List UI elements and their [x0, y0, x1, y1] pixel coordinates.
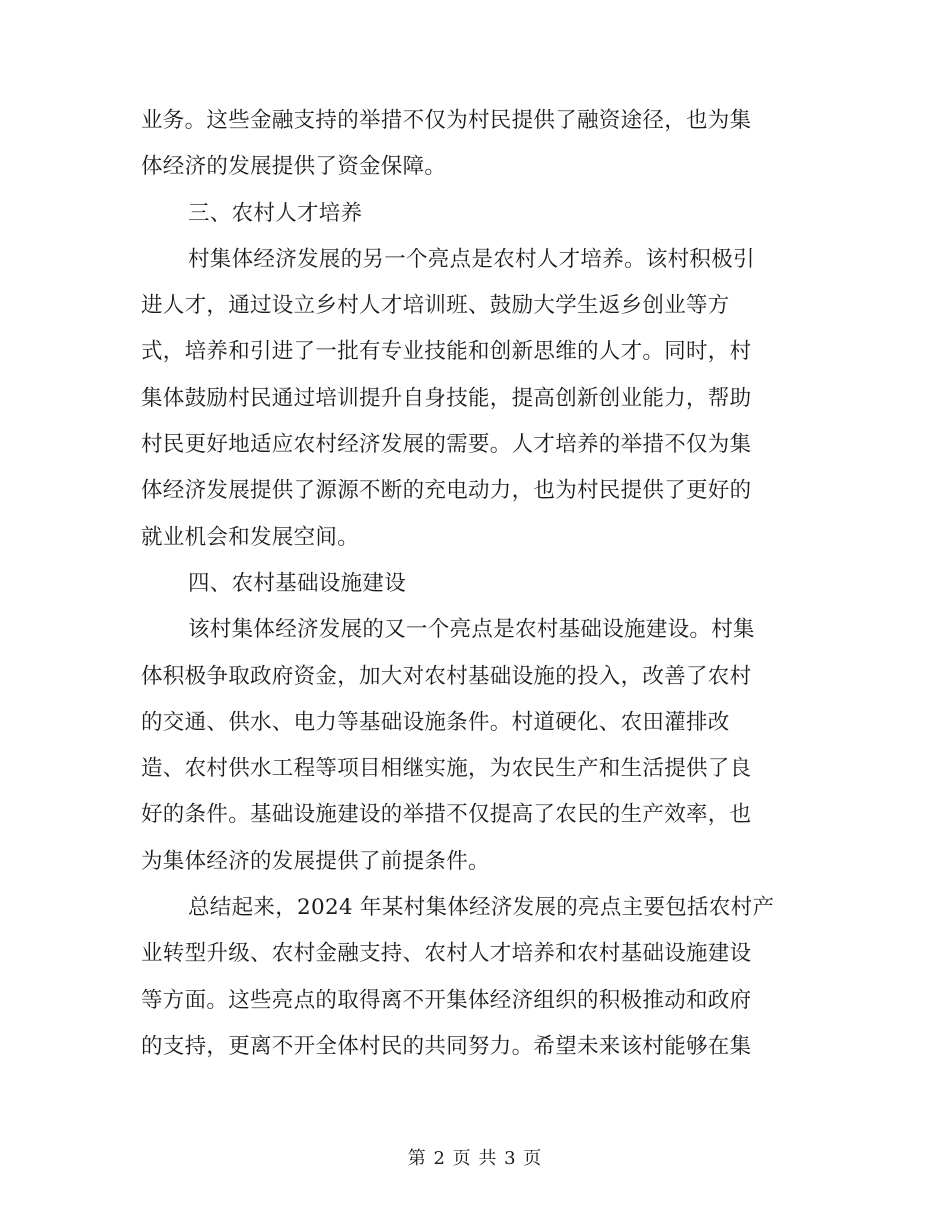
text-line: 村民更好地适应农村经济发展的需要。人才培养的举措不仅为集	[141, 432, 752, 458]
text-line: 体积极争取政府资金，加大对农村基础设施的投入，改善了农村	[141, 663, 752, 689]
text-line: 村集体经济发展的另一个亮点是农村人才培养。该村积极引	[188, 246, 755, 272]
text-line: 四、农村基础设施建设	[188, 570, 407, 596]
text-line: 等方面。这些亮点的取得离不开集体经济组织的积极推动和政府	[141, 987, 752, 1013]
text-line: 好的条件。基础设施建设的举措不仅提高了农民的生产效率，也	[141, 802, 752, 828]
text-line: 体经济的发展提供了资金保障。	[141, 154, 447, 180]
text-line: 为集体经济的发展提供了前提条件。	[141, 848, 490, 874]
text-line: 进人才，通过设立乡村人才培训班、鼓励大学生返乡创业等方	[141, 293, 730, 319]
page-number-footer: 第 2 页 共 3 页	[407, 1148, 543, 1169]
text-line: 的支持，更离不开全体村民的共同努力。希望未来该村能够在集	[141, 1033, 752, 1059]
text-line: 就业机会和发展空间。	[141, 524, 360, 550]
text-line: 总结起来，2024 年某村集体经济发展的亮点主要包括农村产	[188, 895, 775, 921]
text-line: 的交通、供水、电力等基础设施条件。村道硬化、农田灌排改	[141, 709, 730, 735]
text-line: 集体鼓励村民通过培训提升自身技能，提高创新创业能力，帮助	[141, 385, 752, 411]
document-body	[141, 98, 797, 1070]
text-line: 三、农村人才培养	[188, 200, 363, 226]
text-line: 业务。这些金融支持的举措不仅为村民提供了融资途径，也为集	[141, 108, 752, 133]
text-line: 业转型升级、农村金融支持、农村人才培养和农村基础设施建设	[141, 941, 752, 967]
text-line: 体经济发展提供了源源不断的充电动力，也为村民提供了更好的	[141, 478, 752, 504]
text-line: 该村集体经济发展的又一个亮点是农村基础设施建设。村集	[188, 617, 755, 643]
text-line: 造、农村供水工程等项目相继实施，为农民生产和生活提供了良	[141, 756, 752, 782]
text-line: 式，培养和引进了一批有专业技能和创新思维的人才。同时，村	[141, 339, 752, 365]
